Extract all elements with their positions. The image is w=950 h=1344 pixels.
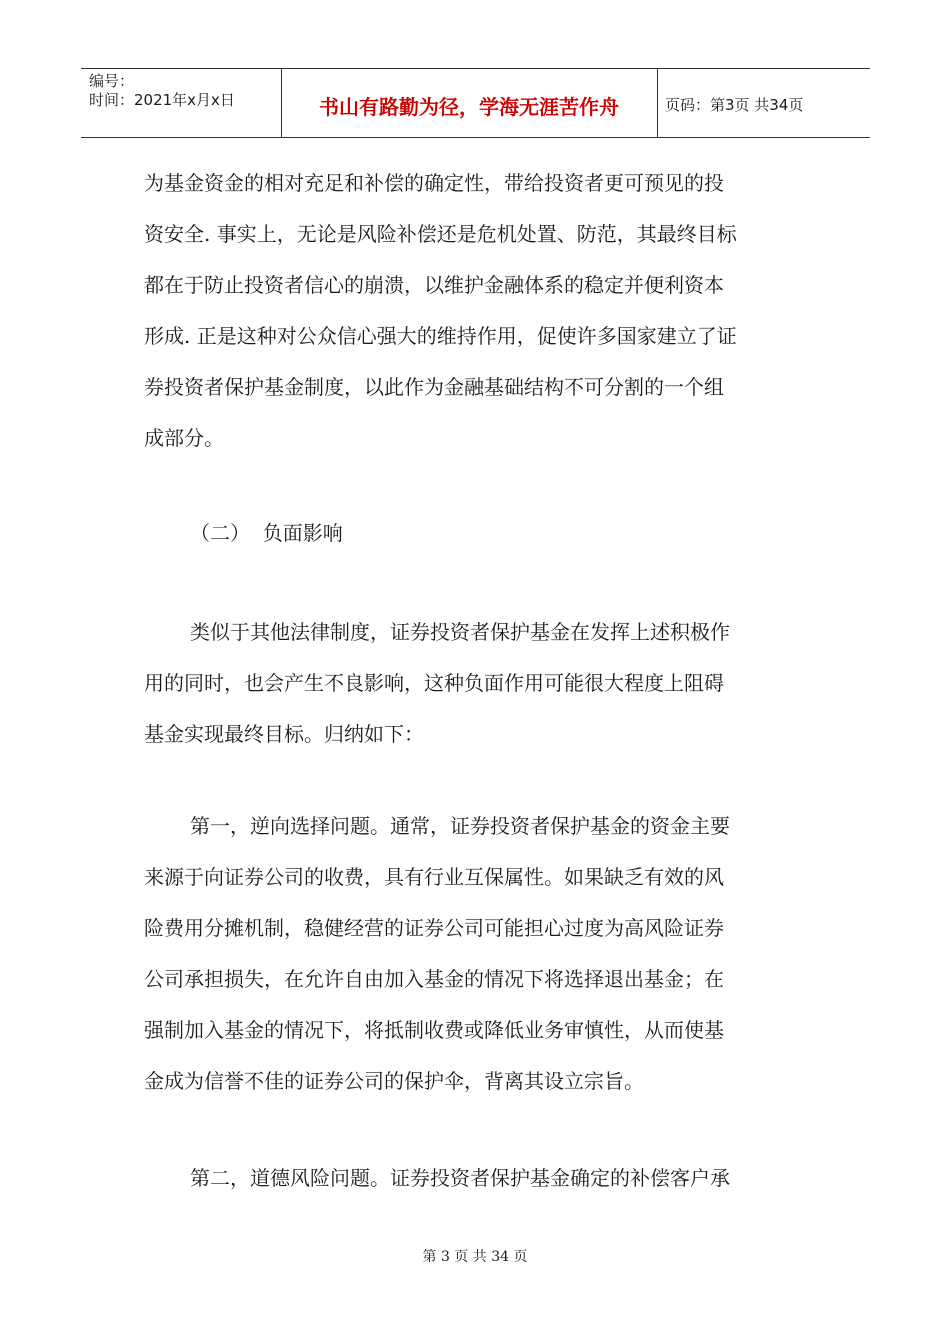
text-line: 为基金资金的相对充足和补偿的确定性，带给投资者更可预见的投 bbox=[144, 171, 724, 195]
header-meta-cell bbox=[81, 69, 282, 137]
text-line: 来源于向证券公司的收费，具有行业互保属性。如果缺乏有效的风 bbox=[144, 865, 724, 889]
paragraph-1 bbox=[144, 158, 804, 464]
document-header bbox=[81, 68, 870, 138]
header-motto: 书山有路勤为径，学海无涯苦作舟 bbox=[319, 95, 619, 119]
text-line: 第一，逆向选择问题。通常，证券投资者保护基金的资金主要 bbox=[190, 814, 730, 838]
paragraph-4 bbox=[144, 1153, 804, 1204]
text-line: 公司承担损失，在允许自由加入基金的情况下将选择退出基金；在 bbox=[144, 967, 724, 991]
text-line: 第二，道德风险问题。证券投资者保护基金确定的补偿客户承 bbox=[190, 1166, 730, 1190]
document-number-label: 编号： bbox=[89, 72, 135, 90]
text-line: 成部分。 bbox=[144, 426, 224, 450]
text-line: 资安全. 事实上，无论是风险补偿还是危机处置、防范，其最终目标 bbox=[144, 222, 737, 246]
header-page-cell bbox=[657, 69, 870, 137]
header-motto-cell bbox=[281, 69, 658, 137]
text-line: 形成. 正是这种对公众信心强大的维持作用，促使许多国家建立了证 bbox=[144, 324, 737, 348]
text-line: 用的同时，也会产生不良影响，这种负面作用可能很大程度上阻碍 bbox=[144, 671, 724, 695]
text-line: 金成为信誉不佳的证券公司的保护伞，背离其设立宗旨。 bbox=[144, 1069, 644, 1093]
paragraph-3 bbox=[144, 801, 804, 1107]
section-heading: （二） 负面影响 bbox=[190, 521, 343, 545]
page-footer: 第 3 页 共 34 页 bbox=[422, 1249, 528, 1265]
text-line: 都在于防止投资者信心的崩溃，以维护金融体系的稳定并便利资本 bbox=[144, 273, 724, 297]
text-line: 类似于其他法律制度，证券投资者保护基金在发挥上述积极作 bbox=[190, 620, 730, 644]
text-line: 基金实现最终目标。归纳如下： bbox=[144, 722, 424, 746]
paragraph-2 bbox=[144, 607, 804, 760]
text-line: 强制加入基金的情况下，将抵制收费或降低业务审慎性，从而使基 bbox=[144, 1018, 724, 1042]
document-date-label: 时间：2021年x月x日 bbox=[89, 91, 235, 109]
text-line: 险费用分摊机制，稳健经营的证券公司可能担心过度为高风险证券 bbox=[144, 916, 724, 940]
header-page-number: 页码：第3页 共34页 bbox=[665, 96, 804, 114]
text-line: 券投资者保护基金制度，以此作为金融基础结构不可分割的一个组 bbox=[144, 375, 724, 399]
